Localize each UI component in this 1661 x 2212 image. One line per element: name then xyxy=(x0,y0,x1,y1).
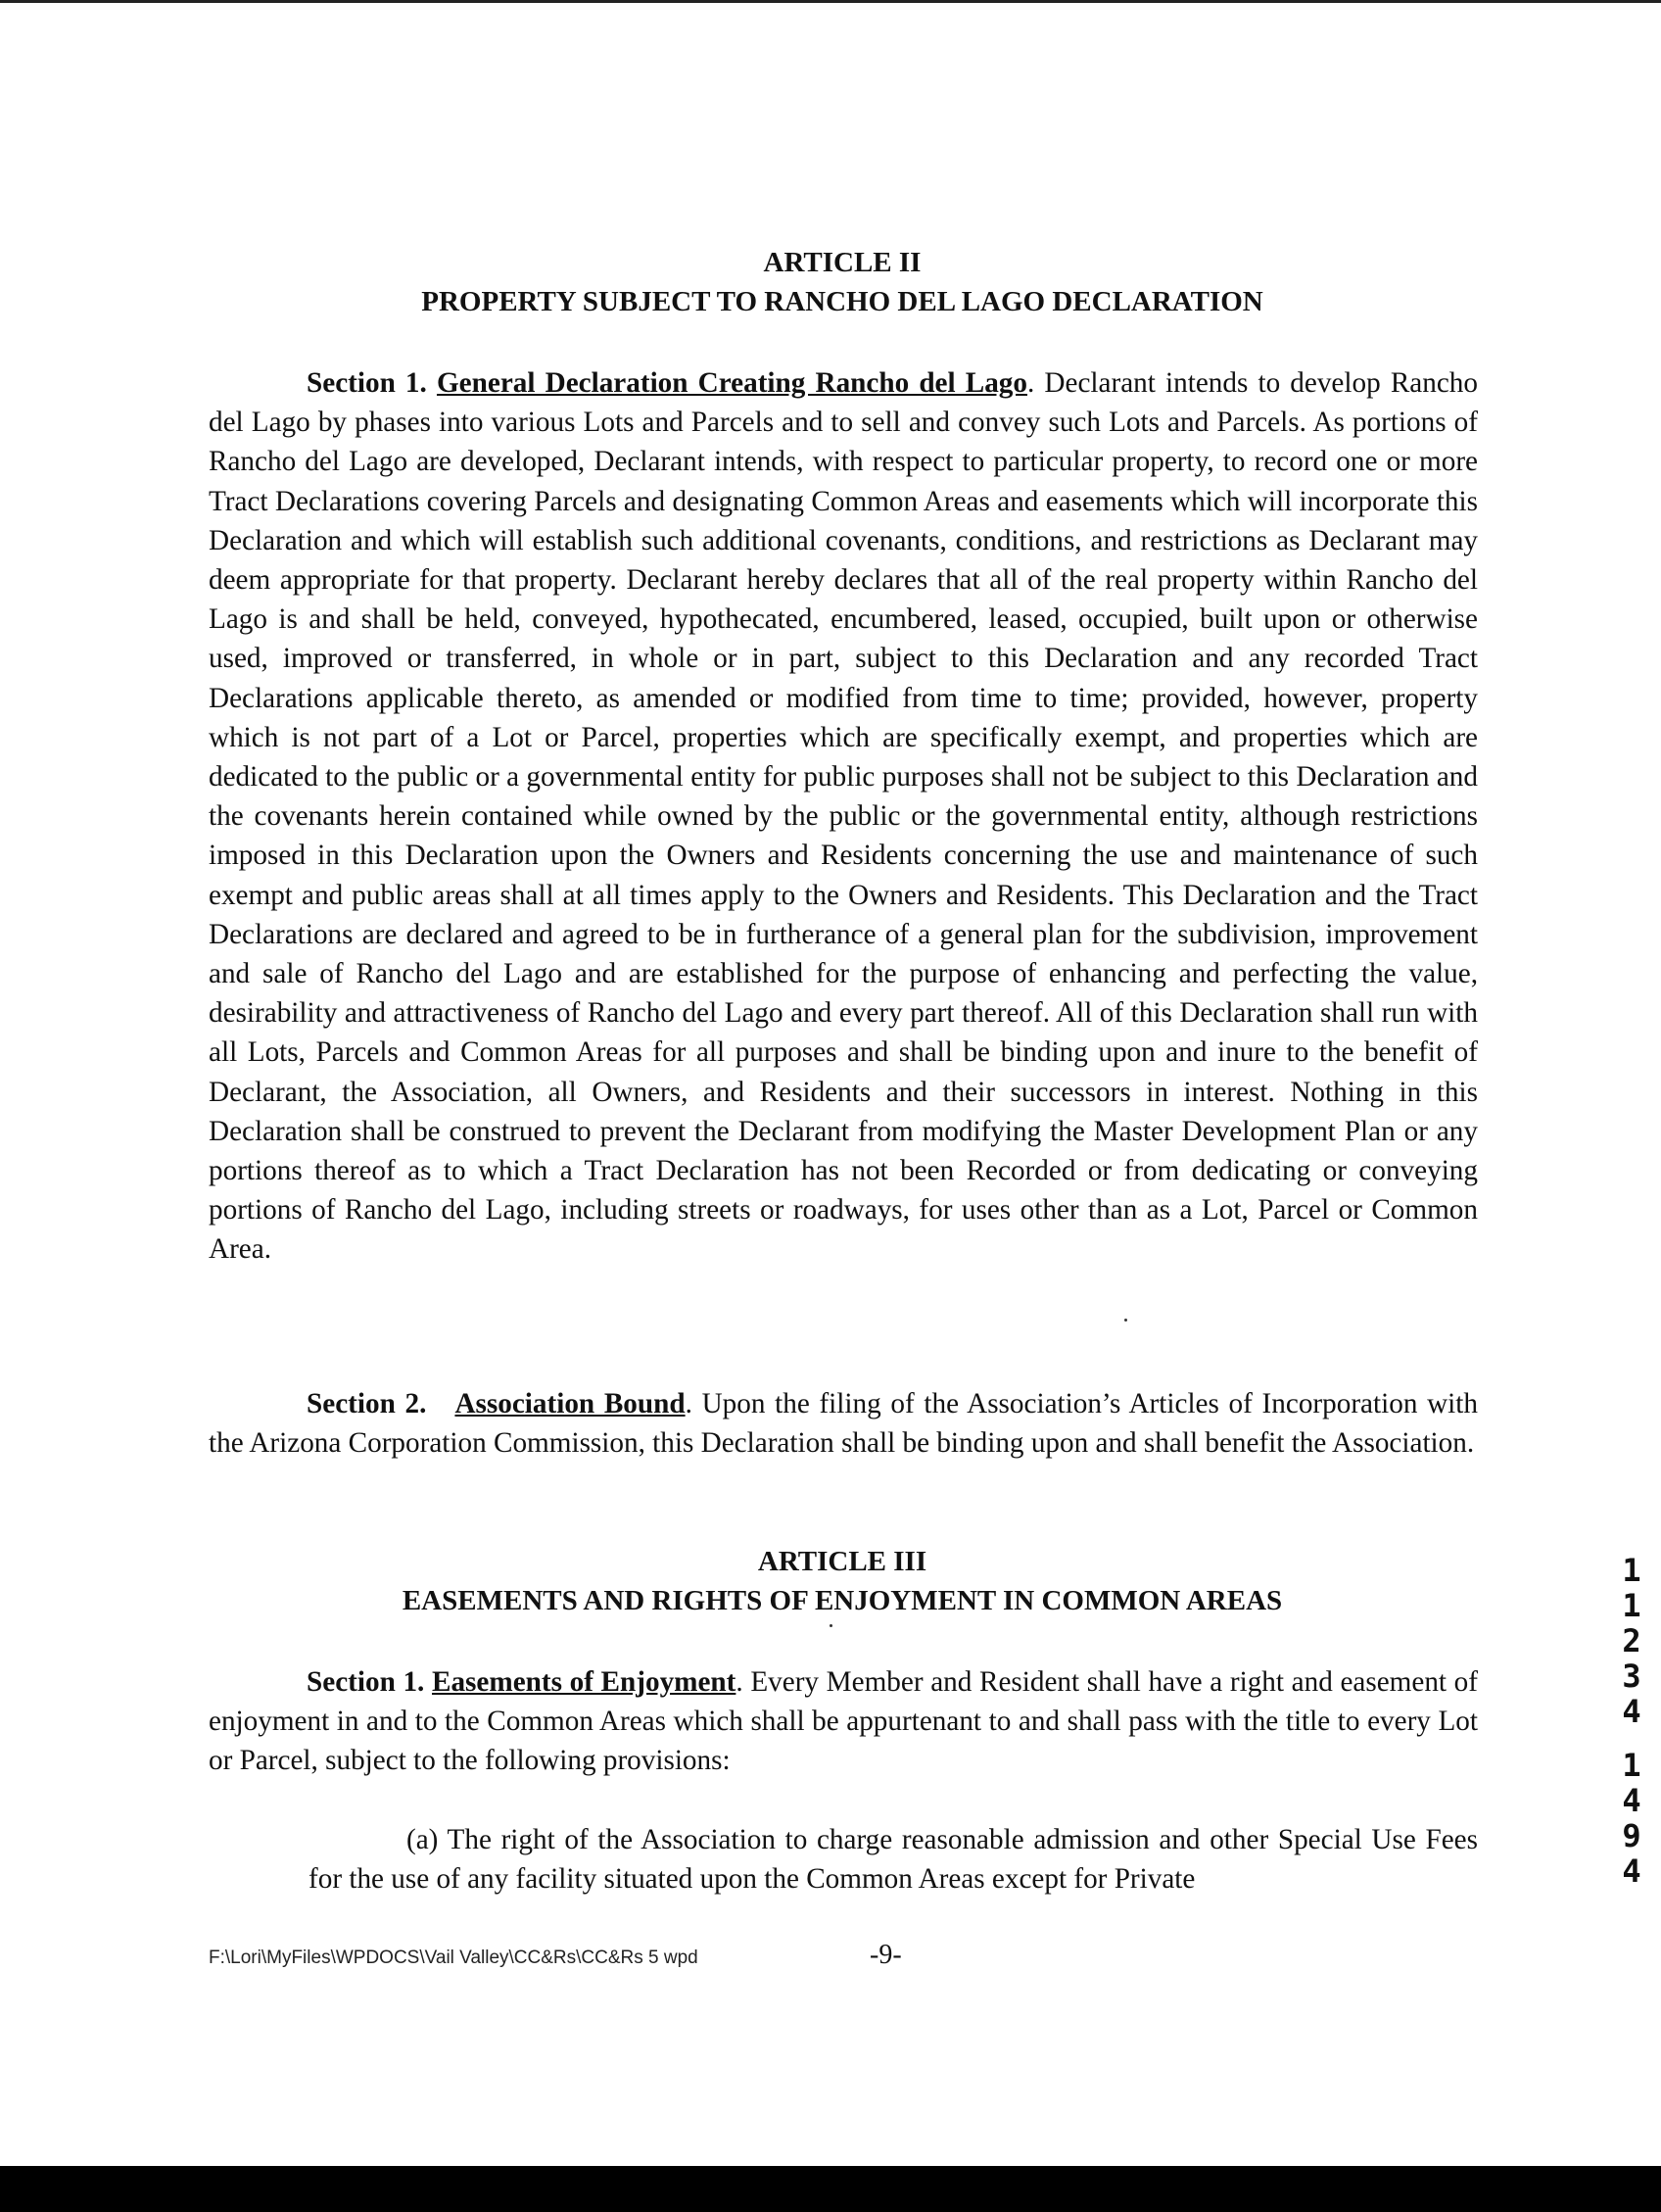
margin-stamp-group-2 xyxy=(1614,1748,1649,1889)
top-scan-edge xyxy=(0,0,1661,3)
section-title: General Declaration Creating Rancho del Lago xyxy=(436,367,1027,399)
section-label: Section 1. xyxy=(307,367,427,399)
article-3-title: ARTICLE III xyxy=(757,1546,927,1577)
article-2-section-1 xyxy=(209,363,1478,1270)
stamp-digit: 4 xyxy=(1622,1693,1641,1730)
section-body: . Every Member and Resident shall have a right and easement of enjoyment in and to the Common Areas which shall be appurtenant to and shall pass with the title to every Lot or Parcel, subject to the following provisions: xyxy=(209,1666,1478,1777)
stamp-digit: 3 xyxy=(1622,1658,1641,1695)
section-title: Association Bound xyxy=(454,1388,686,1419)
stamp-digit: 4 xyxy=(1622,1852,1641,1890)
section-body: . Declarant intends to develop Rancho del Lago by phases into various Lots and Parcels and to sell and convey such Lots and Parcels. As portions of Rancho del Lago are developed, Declarant intends, with respect to particular property, to record one or more Tract Declarations covering Parcels and designating Common Areas and easements which will incorporate this Declaration and which will establish such additional covenants, conditions, and restrictions as Declarant may deem appropriate for that property. Declarant hereby declares that all of the real property within Rancho del Lago is and shall be held, conveyed, hypothecated, encumbered, leased, occupied, built upon or otherwise used, improved or transferred, in whole or in part, subject to this Declaration and any recorded Tract Declarations applicable thereto, as amended or modified from time to time; provided, however, property which is not part of a Lot or Parcel, properties which are specifically exempt, and properties which are dedicated to the public or a governmental entity for public purposes shall not be subject to this Declaration and the covenants herein contained while owned by the public or the governmental entity, although restrictions imposed in this Declaration upon the Owners and Residents concerning the use and maintenance of such exempt and public areas shall at all times apply to the Owners and Residents. This Declaration and the Tract Declarations are declared and agreed to be in furtherance of a general plan for the subdivision, improvement and sale of Rancho del Lago and are established for the purpose of enhancing and perfecting the value, desirability and attractiveness of Rancho del Lago and every part thereof. All of this Declaration shall run with all Lots, Parcels and Common Areas for all purposes and shall be binding upon and inure to the benefit of Declarant, the Association, all Owners, and Residents and their successors in interest. Nothing in this Declaration shall be construed to prevent the Declarant from modifying the Master Development Plan or any portions thereof as to which a Tract Declaration has not been Recorded or from dedicating or conveying portions of Rancho del Lago, including streets or roadways, for uses other than as a Lot, Parcel or Common Area. xyxy=(209,367,1478,1266)
stamp-digit: 1 xyxy=(1622,1552,1641,1589)
bottom-scan-edge xyxy=(0,2166,1661,2212)
scan-speck xyxy=(1124,1319,1127,1322)
section-label: Section 1. xyxy=(307,1666,425,1698)
stamp-digit: 1 xyxy=(1622,1587,1641,1624)
section-label: Section 2. xyxy=(307,1388,427,1419)
stamp-digit: 9 xyxy=(1622,1817,1641,1854)
article-3-subtitle: EASEMENTS AND RIGHTS OF ENJOYMENT IN COMMON AREAS xyxy=(402,1585,1283,1616)
article-2-title: ARTICLE II xyxy=(763,247,922,278)
section-title: Easements of Enjoyment xyxy=(432,1666,736,1698)
scan-speck xyxy=(830,1624,832,1627)
footer-file-path: F:\Lori\MyFiles\WPDOCS\Vail Valley\CC&Rs\CC&Rs 5 wpd xyxy=(209,1948,698,1968)
section-body: . Upon the filing of the Association’s Articles of Incorporation with the Arizona Corporation Commission, this Declaration shall be binding upon and shall benefit the Association. xyxy=(209,1388,1478,1460)
page-number: -9- xyxy=(870,1940,902,1970)
stamp-digit: 4 xyxy=(1622,1782,1641,1819)
article-3-item-a: (a) The right of the Association to charge reasonable admission and other Special Use Fees for the use of any facility situated upon the Common Areas except for Private xyxy=(308,1824,1478,1896)
stamp-digit: 2 xyxy=(1622,1622,1641,1659)
article-2-section-2 xyxy=(209,1384,1478,1463)
article-2-subtitle: PROPERTY SUBJECT TO RANCHO DEL LAGO DECLARATION xyxy=(421,286,1263,317)
stamp-digit: 1 xyxy=(1622,1747,1641,1784)
margin-stamp-group-1 xyxy=(1614,1553,1649,1729)
article-3-section-1 xyxy=(209,1662,1478,1781)
